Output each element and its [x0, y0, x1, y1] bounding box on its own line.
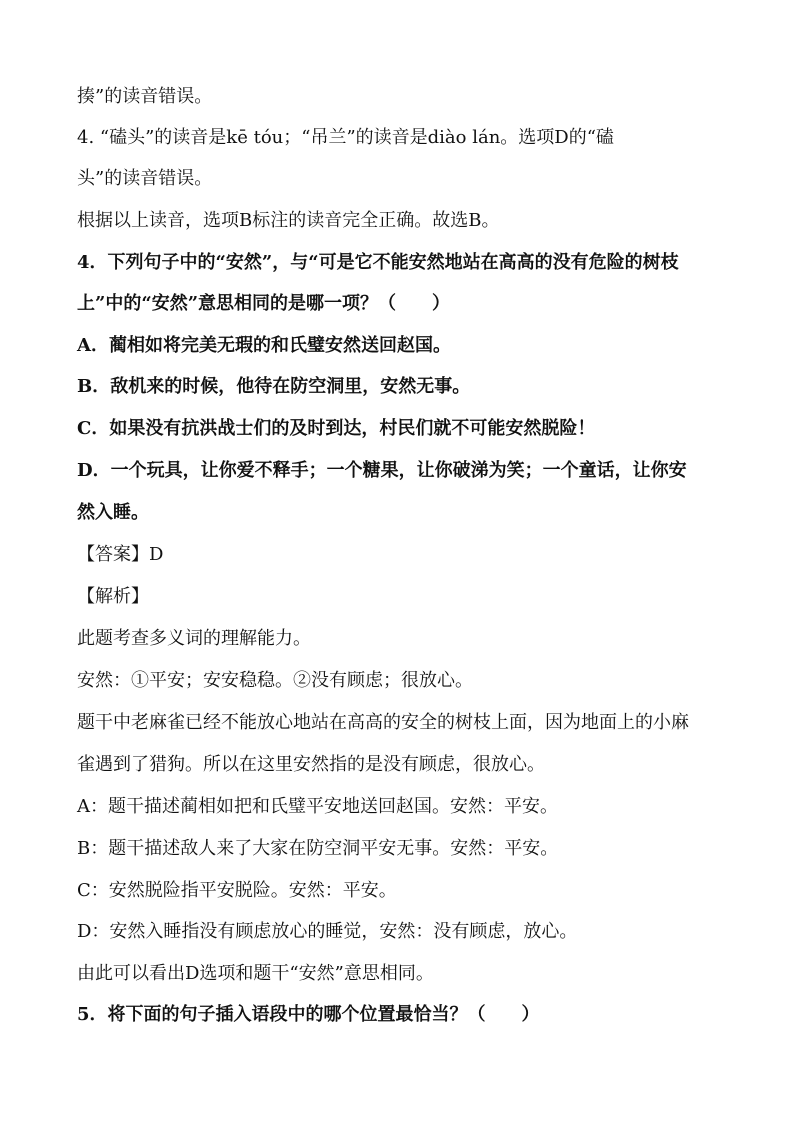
question-4-stem-line-1: 4．下列句子中的“安然”，与“可是它不能安然地站在高高的没有危险的树枝 [77, 252, 679, 273]
prev-analysis-line-3: 头”的读音错误。 [77, 168, 213, 189]
question-4-option-c: C．如果没有抗洪战士们的及时到达，村民们就不可能安然脱险！ [77, 418, 596, 439]
prev-analysis-line-1: 揍”的读音错误。 [77, 86, 213, 107]
analysis-line: D：安然入睡指没有顾虑放心的睡觉，安然：没有顾虑，放心。 [77, 921, 578, 942]
analysis-heading: 【解析】 [77, 586, 149, 607]
analysis-line: 此题考查多义词的理解能力。 [77, 628, 311, 649]
analysis-line: B：题干描述敌人来了大家在防空洞平安无事。安然：平安。 [77, 838, 559, 859]
question-4-option-d-line-1: D．一个玩具，让你爱不释手；一个糖果，让你破涕为笑；一个童话，让你安 [77, 460, 687, 481]
analysis-line: 题干中老麻雀已经不能放心地站在高高的安全的树枝上面，因为地面上的小麻 [77, 712, 689, 733]
analysis-line: A：题干描述蔺相如把和氏璧平安地送回赵国。安然：平安。 [77, 796, 558, 817]
question-5-stem: 5．将下面的句子插入语段中的哪个位置最恰当？（ ） [77, 1004, 540, 1025]
answer-label: 【答案】D [77, 544, 164, 565]
analysis-line: C：安然脱险指平安脱险。安然：平安。 [77, 880, 397, 901]
question-4-option-d-line-2: 然入睡。 [77, 502, 149, 523]
prev-analysis-line-2: 4. “磕头”的读音是kē tóu；“吊兰”的读音是diào lán。选项D的“磕 [77, 127, 614, 148]
question-4-option-b: B．敌机来的时候，他待在防空洞里，安然无事。 [77, 376, 471, 397]
analysis-line: 雀遇到了猎狗。所以在这里安然指的是没有顾虑，很放心。 [77, 754, 545, 775]
analysis-line: 安然：①平安；安安稳稳。②没有顾虑；很放心。 [77, 670, 473, 691]
prev-analysis-conclusion: 根据以上读音，选项B标注的读音完全正确。故选B。 [77, 210, 500, 231]
analysis-line: 由此可以看出D选项和题干“安然”意思相同。 [77, 963, 434, 984]
question-4-stem-line-2: 上”中的“安然”意思相同的是哪一项？（ ） [77, 293, 451, 314]
question-4-option-a: A．蔺相如将完美无瑕的和氏璧安然送回赵国。 [77, 335, 451, 356]
